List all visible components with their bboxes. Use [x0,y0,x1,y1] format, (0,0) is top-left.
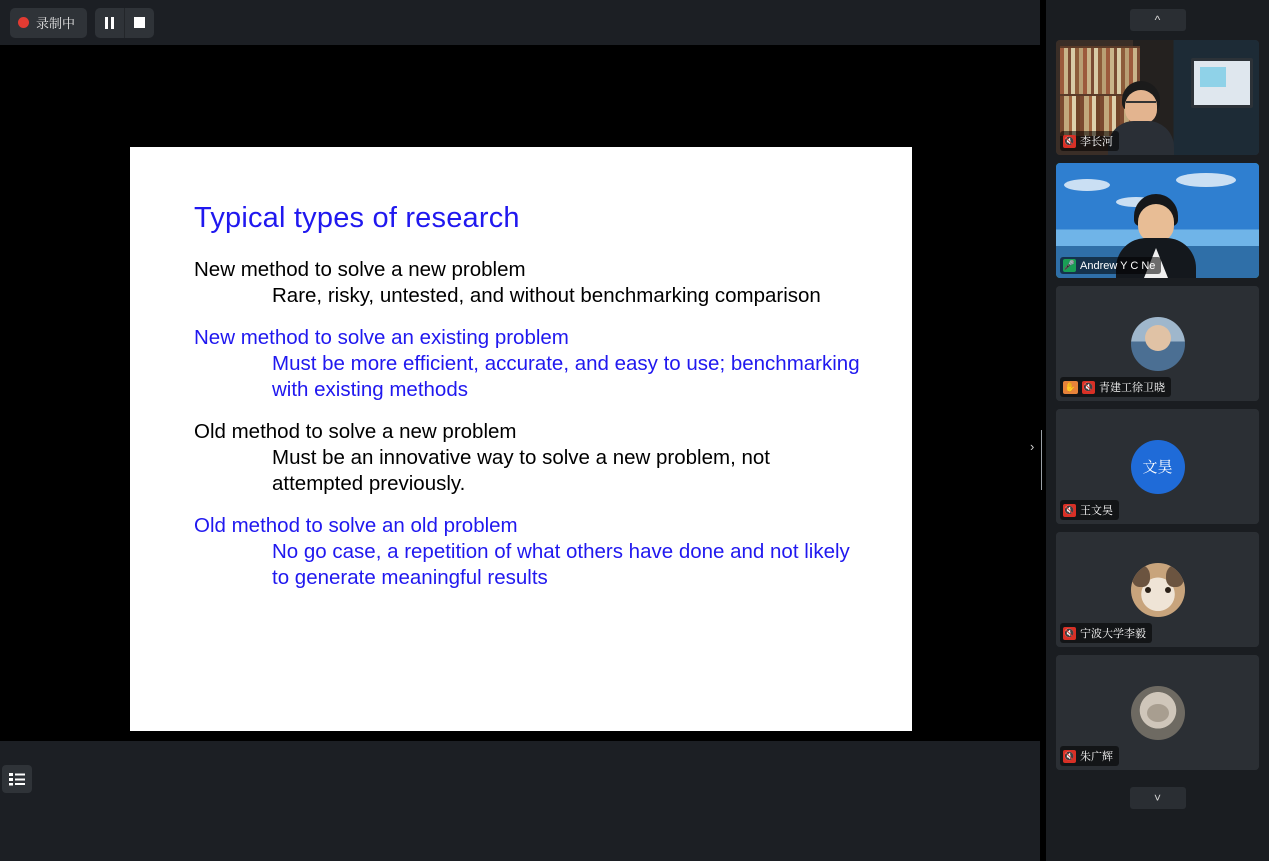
participant-tile[interactable] [1056,163,1259,278]
avatar [1131,317,1185,371]
avatar [1131,686,1185,740]
mic-muted-icon: 🔇 [1063,504,1076,515]
recording-toolbar [0,0,1040,45]
panel-splitter[interactable] [1041,430,1045,460]
participant-name: Andrew Y C Ne [1080,259,1156,272]
presentation-slide [130,147,912,731]
participant-tile[interactable] [1056,532,1259,647]
mic-muted-icon: 🔇 [1063,750,1076,761]
shared-screen-area [0,45,1040,741]
participant-tile[interactable] [1056,40,1259,155]
participant-name-bar [1060,257,1161,274]
slide-block [194,419,862,497]
view-list-icon [9,772,25,786]
collapse-filmstrip-button[interactable]: › [1030,438,1035,454]
participant-name-bar [1060,377,1171,397]
participant-name-bar [1060,131,1119,151]
participant-name: 王文昊 [1080,505,1113,517]
avatar: 文昊 [1131,440,1185,494]
slide-block-sub: Must be more efficient, accurate, and easy to use; benchmarking with existing methods [272,352,860,401]
chevron-down-icon: ˅ [1130,787,1186,809]
participant-name-bar [1060,623,1152,643]
mic-muted-icon: 🔇 [1063,627,1076,638]
slide-block-sub: Rare, risky, untested, and without benchmarking comparison [272,284,821,307]
participant-filmstrip[interactable] [1045,0,1269,861]
slide-block-lead: New method to solve a new problem [194,258,526,281]
slide-block-lead: Old method to solve a new problem [194,420,517,443]
stop-recording-button[interactable] [124,8,154,38]
participant-name: 朱广辉 [1080,751,1113,763]
slide-block [194,257,862,309]
slide-block-sub: No go case, a repetition of what others have done and not likely to generate meaningful results [272,540,850,589]
recording-status-pill [10,8,87,38]
view-options-button[interactable] [2,765,32,793]
participant-name: 李长河 [1080,136,1113,148]
participant-name: 宁波大学李毅 [1080,628,1146,640]
raise-hand-icon: ✋ [1064,381,1077,392]
slide-block-sub: Must be an innovative way to solve a new problem, not attempted previously. [272,446,770,495]
mic-muted-icon: 🔇 [1082,381,1095,392]
stop-icon [134,17,145,28]
participant-name-bar [1060,500,1119,520]
mic-muted-icon: 🔇 [1063,135,1076,146]
slide-block-lead: Old method to solve an old problem [194,514,518,537]
pause-recording-button[interactable] [95,8,124,38]
participant-name: 青建工徐卫晓 [1099,382,1165,394]
share-bottom-bar [0,741,1040,861]
participant-tile[interactable] [1056,655,1259,770]
recording-controls[interactable] [95,8,154,38]
pause-icon [105,17,114,29]
slide-block-lead: New method to solve an existing problem [194,326,569,349]
slide-block [194,513,862,591]
recording-status-label: 录制中 [36,16,76,31]
slide-title: Typical types of research [194,202,520,234]
filmstrip-scroll-down-button[interactable] [1046,778,1269,818]
filmstrip-scroll-up-button[interactable] [1046,0,1269,40]
participant-name-bar [1060,746,1119,766]
participant-tile[interactable] [1056,286,1259,401]
slide-block [194,325,862,403]
chevron-up-icon: ^ [1130,9,1186,31]
mic-on-icon: 🎤 [1063,260,1076,270]
avatar [1131,563,1185,617]
record-dot-icon [18,17,29,28]
participant-tile[interactable] [1056,409,1259,524]
